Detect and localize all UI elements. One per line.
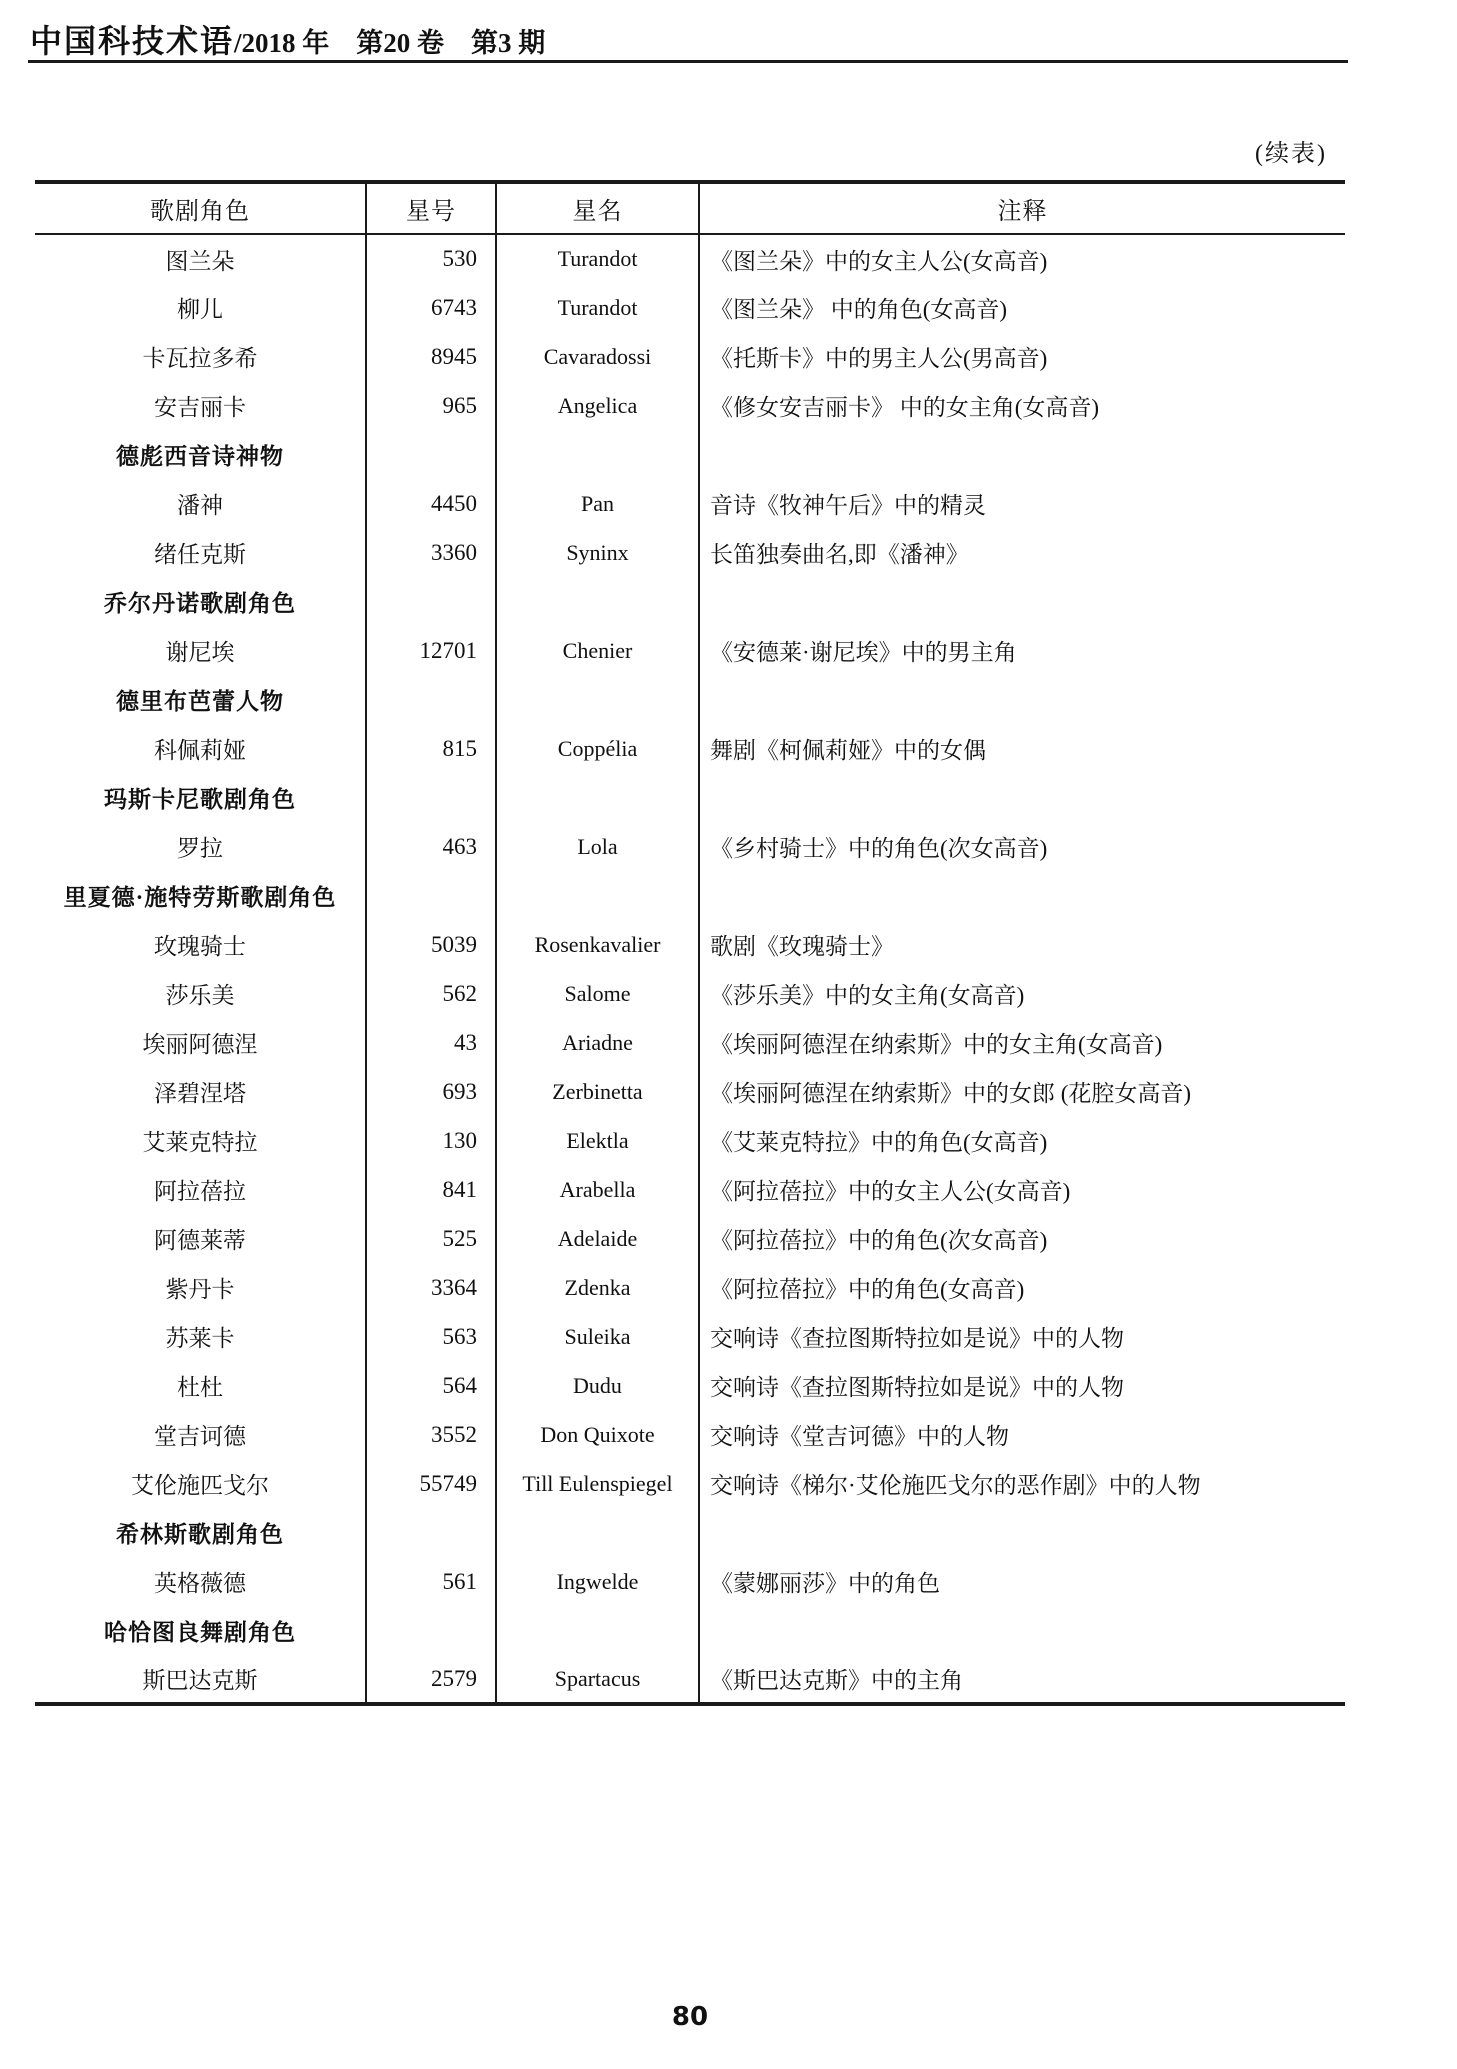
table-row	[35, 626, 1345, 675]
note-cell: 《蒙娜丽莎》中的角色	[699, 1557, 1345, 1606]
note-cell: 交响诗《堂吉诃德》中的人物	[699, 1410, 1345, 1459]
star-number-cell: 3360	[366, 528, 496, 577]
star-name-cell: Coppélia	[496, 724, 699, 773]
star-number-cell: 562	[366, 969, 496, 1018]
continued-table-note: (续表)	[1255, 141, 1327, 167]
role-cell: 罗拉	[177, 836, 223, 861]
table-row	[35, 1655, 1345, 1704]
note-cell: 《阿拉蓓拉》中的女主人公(女高音)	[699, 1165, 1345, 1214]
role-cell: 德彪西音诗神物	[116, 444, 284, 469]
table-row	[35, 1312, 1345, 1361]
role-cell: 柳儿	[177, 297, 223, 322]
star-number-cell: 2579	[366, 1655, 496, 1704]
role-cell: 卡瓦拉多希	[142, 346, 258, 371]
star-name-cell	[496, 1508, 699, 1557]
role-cell: 阿德莱蒂	[154, 1228, 246, 1253]
star-name-cell: Pan	[496, 479, 699, 528]
masthead-rule	[28, 60, 1348, 63]
table-row	[35, 1165, 1345, 1214]
note-cell	[699, 675, 1345, 724]
role-cell: 泽碧涅塔	[154, 1081, 246, 1106]
opera-star-table	[35, 180, 1345, 1706]
section-row	[35, 675, 1345, 724]
role-cell: 德里布芭蕾人物	[116, 689, 284, 714]
note-cell: 《乡村骑士》中的角色(次女高音)	[699, 822, 1345, 871]
star-name-cell: Elektla	[496, 1116, 699, 1165]
star-number-cell: 841	[366, 1165, 496, 1214]
star-name-cell	[496, 675, 699, 724]
role-cell: 埃丽阿德涅	[142, 1032, 258, 1057]
star-name-cell	[496, 577, 699, 626]
column-header-star-number: 星号	[366, 182, 496, 234]
note-cell: 《图兰朵》中的女主人公(女高音)	[699, 234, 1345, 283]
role-cell: 斯巴达克斯	[142, 1668, 258, 1693]
section-row	[35, 430, 1345, 479]
note-cell: 交响诗《查拉图斯特拉如是说》中的人物	[699, 1361, 1345, 1410]
column-header-star-name: 星名	[496, 182, 699, 234]
role-cell: 科佩莉娅	[154, 738, 246, 763]
star-name-cell: Cavaradossi	[496, 332, 699, 381]
note-cell: 《斯巴达克斯》中的主角	[699, 1655, 1345, 1704]
role-cell: 安吉丽卡	[154, 395, 246, 420]
star-name-cell: Salome	[496, 969, 699, 1018]
role-cell: 哈恰图良舞剧角色	[104, 1620, 296, 1645]
star-name-cell	[496, 773, 699, 822]
note-cell: 《埃丽阿德涅在纳索斯》中的女郎 (花腔女高音)	[699, 1067, 1345, 1116]
role-cell: 堂吉诃德	[154, 1424, 246, 1449]
journal-title: 中国科技术语	[30, 23, 235, 59]
star-number-cell: 8945	[366, 332, 496, 381]
star-number-cell: 55749	[366, 1459, 496, 1508]
role-cell: 阿拉蓓拉	[154, 1179, 246, 1204]
star-name-cell: Adelaide	[496, 1214, 699, 1263]
star-name-cell	[496, 1606, 699, 1655]
role-cell: 里夏德·施特劳斯歌剧角色	[63, 885, 337, 910]
role-cell: 艾莱克特拉	[142, 1130, 258, 1155]
star-number-cell	[366, 675, 496, 724]
table-row	[35, 724, 1345, 773]
section-row	[35, 1606, 1345, 1655]
star-number-cell: 4450	[366, 479, 496, 528]
table-row	[35, 920, 1345, 969]
note-cell: 音诗《牧神午后》中的精灵	[699, 479, 1345, 528]
star-name-cell: Don Quixote	[496, 1410, 699, 1459]
note-cell	[699, 871, 1345, 920]
note-cell: 舞剧《柯佩莉娅》中的女偶	[699, 724, 1345, 773]
role-cell: 苏莱卡	[165, 1326, 235, 1351]
star-name-cell: Rosenkavalier	[496, 920, 699, 969]
star-name-cell: Till Eulenspiegel	[496, 1459, 699, 1508]
star-number-cell: 3552	[366, 1410, 496, 1459]
star-name-cell: Suleika	[496, 1312, 699, 1361]
table-row	[35, 1263, 1345, 1312]
table-row	[35, 528, 1345, 577]
note-cell: 《阿拉蓓拉》中的角色(次女高音)	[699, 1214, 1345, 1263]
role-cell: 潘神	[177, 493, 223, 518]
star-name-cell: Ariadne	[496, 1018, 699, 1067]
masthead	[30, 16, 545, 62]
star-number-cell	[366, 773, 496, 822]
table-row	[35, 1410, 1345, 1459]
role-cell: 玫瑰骑士	[154, 934, 246, 959]
note-cell: 长笛独奏曲名,即《潘神》	[699, 528, 1345, 577]
star-number-cell	[366, 577, 496, 626]
star-name-cell: Chenier	[496, 626, 699, 675]
role-cell: 谢尼埃	[165, 640, 235, 665]
table-row	[35, 1557, 1345, 1606]
star-name-cell: Dudu	[496, 1361, 699, 1410]
star-number-cell: 43	[366, 1018, 496, 1067]
table-header	[35, 182, 1345, 234]
star-number-cell: 525	[366, 1214, 496, 1263]
role-cell: 绪任克斯	[154, 542, 246, 567]
star-number-cell: 130	[366, 1116, 496, 1165]
table-row	[35, 1361, 1345, 1410]
note-cell	[699, 430, 1345, 479]
star-number-cell: 815	[366, 724, 496, 773]
note-cell	[699, 577, 1345, 626]
note-cell: 交响诗《梯尔·艾伦施匹戈尔的恶作剧》中的人物	[699, 1459, 1345, 1508]
section-row	[35, 871, 1345, 920]
star-number-cell	[366, 1606, 496, 1655]
table-row	[35, 1018, 1345, 1067]
note-cell: 《修女安吉丽卡》 中的女主角(女高音)	[699, 381, 1345, 430]
table-row	[35, 1116, 1345, 1165]
role-cell: 紫丹卡	[165, 1277, 235, 1302]
column-header-note: 注释	[699, 182, 1345, 234]
role-cell: 杜杜	[177, 1375, 223, 1400]
star-number-cell: 965	[366, 381, 496, 430]
note-cell	[699, 1508, 1345, 1557]
star-number-cell: 530	[366, 234, 496, 283]
note-cell	[699, 1606, 1345, 1655]
role-cell: 玛斯卡尼歌剧角色	[104, 787, 296, 812]
role-cell: 英格薇德	[154, 1571, 246, 1596]
star-number-cell: 3364	[366, 1263, 496, 1312]
section-row	[35, 577, 1345, 626]
table-row	[35, 332, 1345, 381]
star-number-cell: 564	[366, 1361, 496, 1410]
star-name-cell: Angelica	[496, 381, 699, 430]
role-cell: 莎乐美	[165, 983, 235, 1008]
star-number-cell: 5039	[366, 920, 496, 969]
star-number-cell: 463	[366, 822, 496, 871]
star-name-cell	[496, 871, 699, 920]
star-name-cell: Zerbinetta	[496, 1067, 699, 1116]
table-row	[35, 1459, 1345, 1508]
note-cell: 《阿拉蓓拉》中的角色(女高音)	[699, 1263, 1345, 1312]
note-cell	[699, 773, 1345, 822]
note-cell: 《莎乐美》中的女主角(女高音)	[699, 969, 1345, 1018]
note-cell: 交响诗《查拉图斯特拉如是说》中的人物	[699, 1312, 1345, 1361]
table-row	[35, 381, 1345, 430]
note-cell: 《艾莱克特拉》中的角色(女高音)	[699, 1116, 1345, 1165]
role-cell: 希林斯歌剧角色	[116, 1522, 284, 1547]
section-row	[35, 773, 1345, 822]
table-body	[35, 234, 1345, 1704]
star-number-cell: 561	[366, 1557, 496, 1606]
header-row	[35, 182, 1345, 234]
table-row	[35, 283, 1345, 332]
note-cell: 《托斯卡》中的男主人公(男高音)	[699, 332, 1345, 381]
note-cell: 《图兰朵》 中的角色(女高音)	[699, 283, 1345, 332]
table-row	[35, 234, 1345, 283]
star-number-cell: 6743	[366, 283, 496, 332]
star-name-cell: Turandot	[496, 234, 699, 283]
table-row	[35, 822, 1345, 871]
note-cell: 歌剧《玫瑰骑士》	[699, 920, 1345, 969]
star-name-cell: Zdenka	[496, 1263, 699, 1312]
star-number-cell	[366, 430, 496, 479]
column-header-role: 歌剧角色	[35, 182, 366, 234]
star-name-cell: Spartacus	[496, 1655, 699, 1704]
note-cell: 《埃丽阿德涅在纳索斯》中的女主角(女高音)	[699, 1018, 1345, 1067]
star-name-cell: Syninx	[496, 528, 699, 577]
star-name-cell: Arabella	[496, 1165, 699, 1214]
table-row	[35, 1067, 1345, 1116]
note-cell: 《安德莱·谢尼埃》中的男主角	[699, 626, 1345, 675]
role-cell: 艾伦施匹戈尔	[131, 1473, 269, 1498]
role-cell: 乔尔丹诺歌剧角色	[104, 591, 296, 616]
star-number-cell	[366, 1508, 496, 1557]
section-row	[35, 1508, 1345, 1557]
star-name-cell: Ingwelde	[496, 1557, 699, 1606]
role-cell: 图兰朵	[165, 248, 235, 274]
star-number-cell	[366, 871, 496, 920]
table-row	[35, 969, 1345, 1018]
star-number-cell: 12701	[366, 626, 496, 675]
table-row	[35, 479, 1345, 528]
table-row	[35, 1214, 1345, 1263]
star-name-cell: Lola	[496, 822, 699, 871]
star-number-cell: 563	[366, 1312, 496, 1361]
issue-info: /2018 年 第20 卷 第3 期	[234, 28, 546, 58]
star-number-cell: 693	[366, 1067, 496, 1116]
star-name-cell	[496, 430, 699, 479]
star-name-cell: Turandot	[496, 283, 699, 332]
page-number: 80	[671, 2002, 709, 2032]
